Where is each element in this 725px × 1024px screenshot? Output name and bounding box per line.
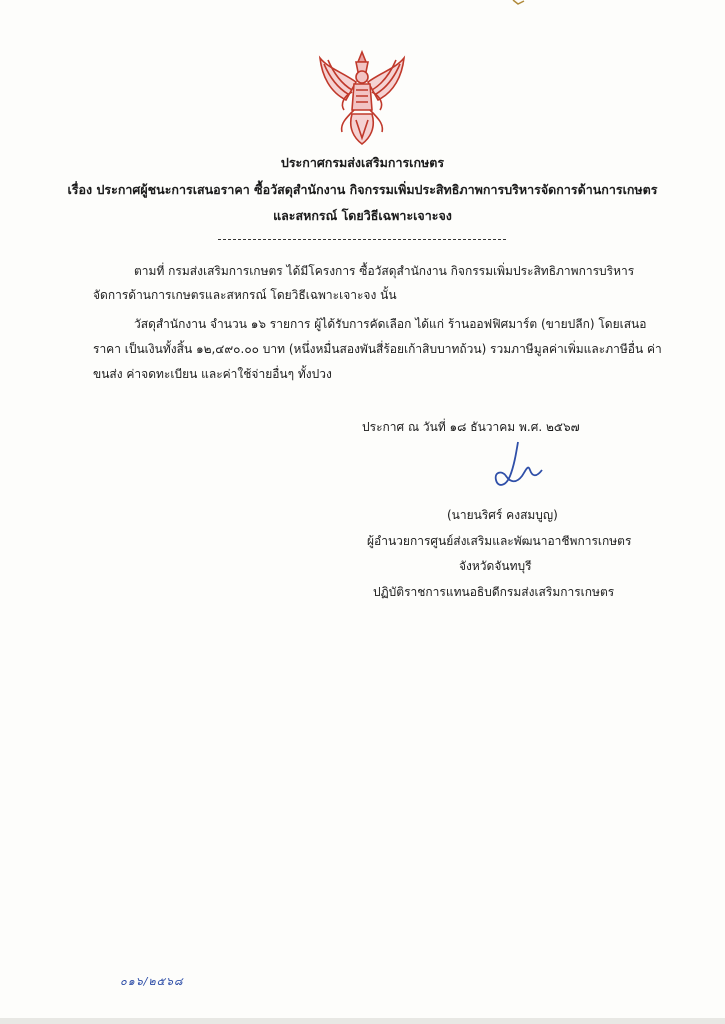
paragraph-2-line-1: วัสดุสำนักงาน จำนวน ๑๖ รายการ ผู้ได้รับการคัดเลือก ได้แก่ ร้านออฟฟิศมาร์ต (ขายปลีก) โดยเสนอ [134,317,647,331]
paragraph-1-line-1: ตามที่ กรมส่งเสริมการเกษตร ได้มีโครงการ ซื้อวัสดุสำนักงาน กิจกรรมเพิ่มประสิทธิภาพการบริหาร [134,264,635,278]
paragraph-2-line-3: ขนส่ง ค่าจดทะเบียน และค่าใช้จ่ายอื่นๆ ทั้งปวง [93,367,332,381]
garuda-emblem-icon [312,48,412,148]
signatory-position-3: ปฏิบัติราชการแทนอธิบดีกรมส่งเสริมการเกษตร [373,585,615,599]
paragraph-2-line-2: ราคา เป็นเงินทั้งสิ้น ๑๒,๔๙๐.๐๐ บาท (หนึ่งหมื่นสองพันสี่ร้อยเก้าสิบบาทถ้วน) รวมภาษีมูลค่าเพิ่มและภาษีอื่น ค่า [93,342,662,356]
paragraph-1-line-2: จัดการด้านการเกษตรและสหกรณ์ โดยวิธีเฉพาะเจาะจง นั้น [93,288,397,302]
divider [218,239,506,240]
paper-edge [0,1018,725,1024]
announce-date: ประกาศ ณ วันที่ ๑๘ ธันวาคม พ.ศ. ๒๕๖๗ [362,420,580,434]
handwritten-reference-note: ๐๑๖/๒๕๖๘ [120,975,184,988]
paper-mark [512,0,526,5]
subject-line-2: และสหกรณ์ โดยวิธีเฉพาะเจาะจง [273,208,452,223]
signatory-position-2: จังหวัดจันทบุรี [459,559,532,573]
signatory-position-1: ผู้อำนวยการศูนย์ส่งเสริมและพัฒนาอาชีพการเกษตร [367,534,632,548]
signature [480,440,550,495]
subject-line-1: เรื่อง ประกาศผู้ชนะการเสนอราคา ซื้อวัสดุสำนักงาน กิจกรรมเพิ่มประสิทธิภาพการบริหารจัดการด้านการเกษตร [67,182,658,197]
signatory-name: (นายนริศร์ คงสมบูญ) [447,508,558,522]
document-title: ประกาศกรมส่งเสริมการเกษตร [280,155,445,170]
